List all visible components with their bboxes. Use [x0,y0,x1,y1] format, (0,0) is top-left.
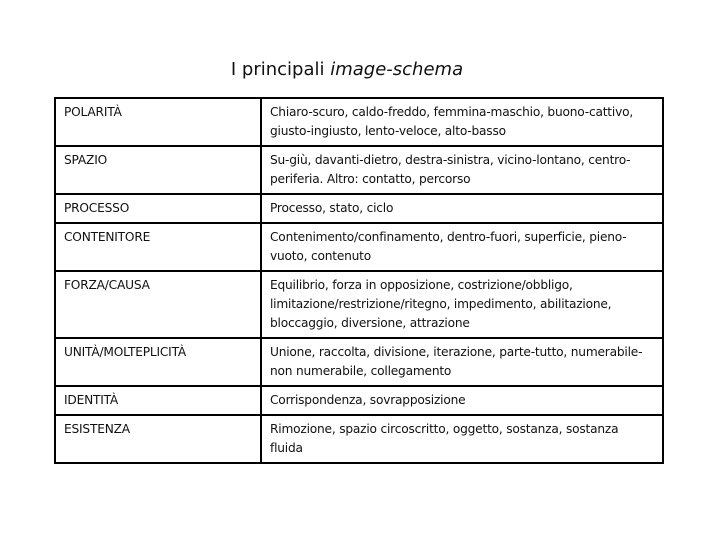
schema-name: IDENTITÀ [55,386,261,415]
schema-name: SPAZIO [55,146,261,194]
slide-title: I principali image-schema [230,59,464,80]
image-schema-table [54,97,664,464]
schema-items: Corrispondenza, sovrapposizione [261,386,663,415]
schema-name: POLARITÀ [55,98,261,146]
table-row [55,338,663,386]
table-row [55,146,663,194]
schema-name: FORZA/CAUSA [55,271,261,338]
schema-items: Equilibrio, forza in opposizione, costrizione/obbligo, limitazione/restrizione/ritegno, impedimento, abilitazione, bloccaggio, diversione, attrazione [261,271,663,338]
table-row [55,271,663,338]
table-row [55,415,663,463]
schema-items: Contenimento/confinamento, dentro-fuori, superficie, pieno-vuoto, contenuto [261,223,663,271]
table-row [55,98,663,146]
table-row [55,386,663,415]
schema-items: Unione, raccolta, divisione, iterazione, parte-tutto, numerabile-non numerabile, collegamento [261,338,663,386]
schema-name: PROCESSO [55,194,261,223]
schema-items: Su-giù, davanti-dietro, destra-sinistra, vicino-lontano, centro-periferia. Altro: contatto, percorso [261,146,663,194]
schema-name: UNITÀ/MOLTEPLICITÀ [55,338,261,386]
table-row [55,194,663,223]
schema-items: Processo, stato, ciclo [261,194,663,223]
schema-name: ESISTENZA [55,415,261,463]
schema-items: Chiaro-scuro, caldo-freddo, femmina-maschio, buono-cattivo, giusto-ingiusto, lento-veloce, alto-basso [261,98,663,146]
schema-items: Rimozione, spazio circoscritto, oggetto, sostanza, sostanza fluida [261,415,663,463]
schema-name: CONTENITORE [55,223,261,271]
table-row [55,223,663,271]
title-emphasis: image-schema [330,59,464,80]
